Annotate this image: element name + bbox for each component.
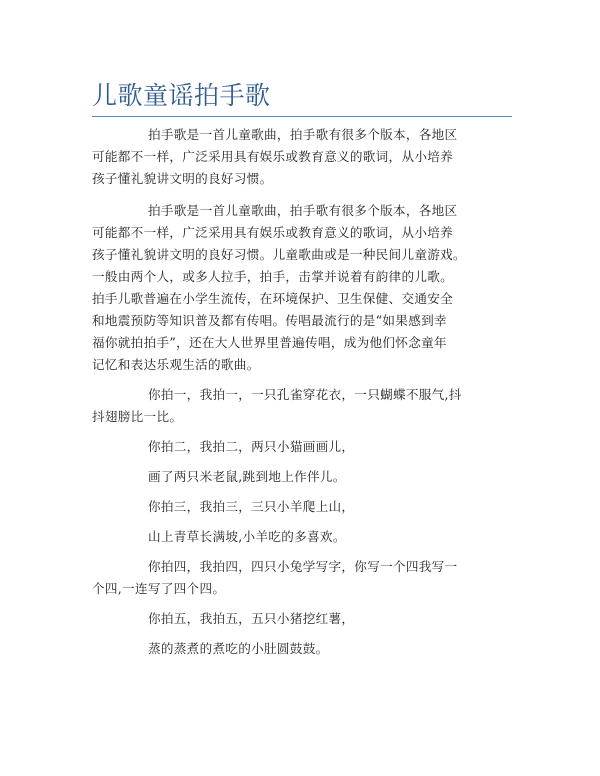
verse-line: 你拍三，我拍三，三只小羊爬上山， — [148, 499, 355, 514]
page-title: 儿歌童谣拍手歌 — [92, 81, 271, 110]
document-body — [92, 124, 512, 668]
verse-line: 蒸的蒸煮的煮吃的小肚圆鼓鼓。 — [148, 641, 329, 656]
title-divider — [92, 116, 512, 117]
verse-line: 你拍五，我拍五，五只小猪挖红薯， — [148, 611, 355, 626]
intro-paragraph: 拍手歌是一首儿童歌曲，拍手歌有很多个版本，各地区 可能都不一样，广泛采用具有娱乐或教育意义的歌词，从小培养 孩子懂礼貌讲文明的良好习惯。 — [92, 127, 458, 186]
verse-line: 你拍二，我拍二，两只小猫画画儿， — [148, 439, 355, 454]
verse-line: 你拍四，我拍四，四只小兔学写字，你写一个四我写一 个四,一连写了四个四。 — [92, 559, 458, 596]
verse-line: 山上青草长满坡,小羊吃的多喜欢。 — [148, 529, 346, 544]
description-paragraph: 拍手歌是一首儿童歌曲，拍手歌有很多个版本，各地区 可能都不一样，广泛采用具有娱乐或教育意义的歌词，从小培养 孩子懂礼貌讲文明的良好习惯。儿童歌曲或是一种民间儿童游戏。 一般由两个人，或多人拉手，拍手，击掌并说着有韵律的儿歌。 拍手儿歌普遍在小学生流传，在环境保护、卫生保健、交通安全 和地震预防等知识普及都有传唱。传唱最流行的是“如果感到幸 福你就拍拍手”，还在大人世界里普遍传唱，成为他们怀念童年 记忆和表达乐观生活的歌曲。 — [92, 203, 466, 372]
verse-line: 画了两只米老鼠,跳到地上作伴儿。 — [148, 469, 346, 484]
verse-line: 你拍一，我拍一，一只孔雀穿花衣，一只蝴蝶不服气,抖 抖翅膀比一比。 — [92, 387, 462, 424]
